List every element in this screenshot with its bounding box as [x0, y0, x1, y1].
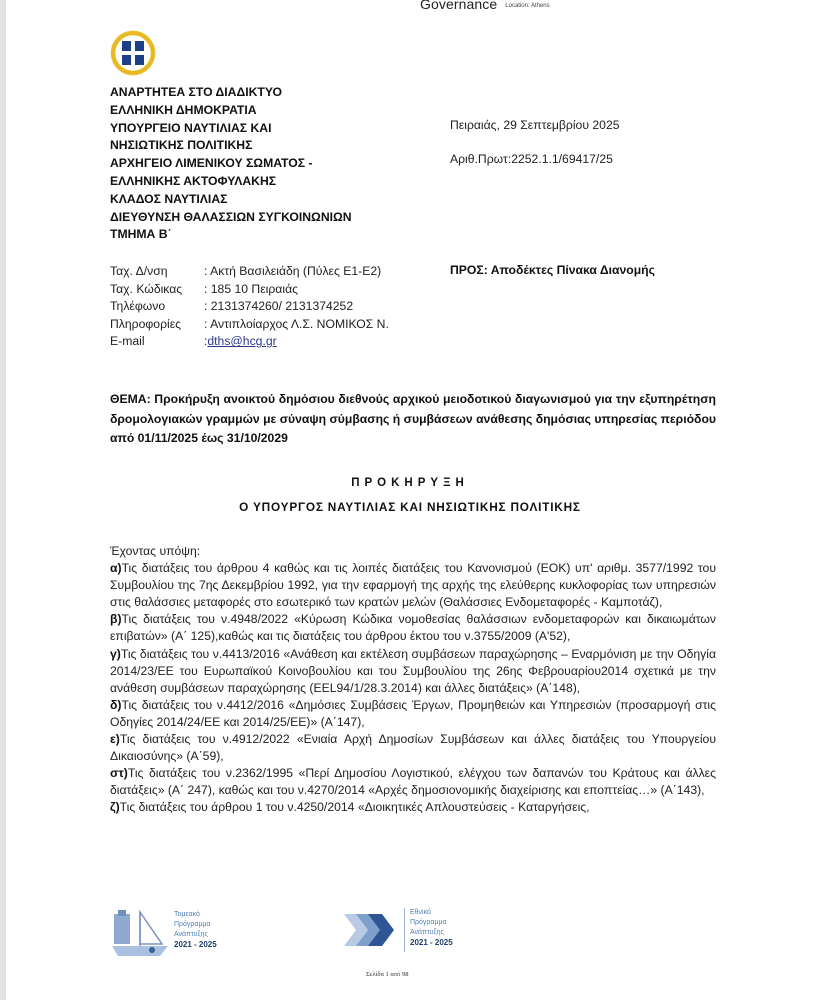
- sailboat-logo-icon: [110, 908, 170, 960]
- issuer-line: ΚΛΑΔΟΣ ΝΑΥΤΙΛΙΑΣ: [110, 191, 228, 206]
- body-item: [110, 697, 716, 731]
- logo-years: 2021 - 2025: [410, 938, 453, 947]
- email-prefix: :: [204, 334, 208, 349]
- issuer-block: [110, 84, 352, 244]
- subject: ΘΕΜΑ: Προκήρυξη ανοικτού δημόσιου διεθνούς αρχικού μειοδοτικού διαγωνισμού για την εξυπηρέτηση δρομολογιακών γραμμών με σύναψη σύμβασης ή συμβάσεων ανάθεσης δημόσιας υπηρεσίας περιόδου από 01/11/2025 έως 31/10/2029: [110, 392, 716, 445]
- issuer-line: ΑΝΑΡΤΗΤΕΑ ΣΤΟ ΔΙΑΔΙΚΤΥΟ: [110, 85, 282, 99]
- issuer-line: ΔΙΕΥΘΥΝΣΗ ΘΑΛΑΣΣΙΩΝ ΣΥΓΚΟΙΝΩΝΙΩΝ: [110, 209, 352, 224]
- item-marker: γ): [110, 646, 121, 661]
- email-link[interactable]: dths@hcg.gr: [207, 334, 277, 349]
- logo-text-line: Τομεακό: [174, 911, 200, 918]
- logo-years: 2021 - 2025: [174, 940, 217, 949]
- governance-label: Governance: [420, 0, 498, 12]
- issuer-line: ΝΗΣΙΩΤΙΚΗΣ ΠΟΛΙΤΙΚΗΣ: [110, 138, 253, 153]
- item-text: Τις διατάξεις του ν.2362/1995 «Περί Δημοσίου Λογιστικού, ελέγχου των δαπανών του Κράτους και άλλες διατάξεις» (Α΄ 247), καθώς και του ν.4270/2014 «Αρχές δημοσιονομικής διαχείρισης και εποπτείας…» (Α΄143),: [110, 766, 716, 798]
- contact-value: : Αντιπλοίαρχος Λ.Σ. ΝΟΜΙΚΟΣ Ν.: [204, 316, 389, 331]
- footer-logos: [110, 908, 590, 988]
- logo-text-line: Πρόγραμμα: [174, 921, 211, 928]
- item-text: Τις διατάξεις του ν.4948/2022 «Κύρωση Κώδικα νομοθεσίας θαλάσσιων ενδομεταφορών και δικαιωμάτων επιβατών» (Α΄ 125),καθώς και τις διατάξεις του άρθρου έκτου του ν.3755/2009 (Α'52),: [110, 612, 716, 644]
- protocol-number: Αριθ.Πρωτ:2252.1.1/69417/25: [450, 152, 613, 166]
- logo-text-line: Πρόγραμμα: [410, 919, 447, 926]
- item-text: Τις διατάξεις του ν.4413/2016 «Ανάθεση και εκτέλεση συμβάσεων παραχώρησης – Εναρμόνιση με την Οδηγία 2014/23/ΕΕ του Ευρωπαϊκού Κοινοβουλίου και του Συμβουλίου της 26ης Φεβρουαρίου2014 σχετικά με την ανάθεση συμβάσεων παραχώρησης (EEL94/1/28.3.2014) και άλλες διατάξεις» (Α΄148),: [110, 646, 716, 695]
- item-text: Τις διατάξεις του ν.4412/2016 «Δημόσιες Συμβάσεις Έργων, Προμηθειών και Υπηρεσιών (προσαρμογή στις Οδηγίες 2014/24/ΕΕ και 2014/25/ΕΕ)» (Α΄147),: [110, 697, 716, 729]
- item-marker: β): [110, 612, 122, 627]
- body-item: [110, 611, 716, 645]
- item-marker: ε): [110, 732, 120, 747]
- greek-coat-of-arms-icon: [110, 30, 156, 76]
- item-text: Τις διατάξεις του άρθρου 4 καθώς και τις λοιπές διατάξεις του Κανονισμού (ΕΟΚ) υπ' αριθμ. 3577/1992 του Συμβουλίου της 7ης Δεκεμβρίου 1992, για την εφαρμογή της αρχής της ελεύθερης κυκλοφορίας των υπηρεσιών στις θαλάσσιες μεταφορές στο εσωτερικό των κρατών μελών (Θαλάσσιες Ενδομεταφορές - Καμποτάζ),: [110, 561, 716, 610]
- place-date: Πειραιάς, 29 Σεπτεμβρίου 2025: [450, 118, 620, 132]
- email-label: E-mail: [110, 334, 145, 349]
- logo-text-line: Ανάπτυξης: [410, 929, 444, 936]
- top-header-strip: [420, 0, 550, 12]
- contact-block: [110, 263, 389, 351]
- contact-label: Ταχ. Κώδικας: [110, 281, 183, 296]
- document-meta: [450, 118, 620, 186]
- contact-label: Ταχ. Δ/νση: [110, 264, 168, 278]
- issuer-line: ΑΡΧΗΓΕΙΟ ΛΙΜΕΝΙΚΟΥ ΣΩΜΑΤΟΣ -: [110, 156, 313, 171]
- item-marker: δ): [110, 697, 122, 712]
- page-number: Σελίδα 1 από 98: [366, 971, 409, 978]
- sectoral-program-text: [174, 910, 217, 960]
- body-item: [110, 765, 716, 799]
- sectoral-program-logo: [110, 908, 217, 960]
- national-program-logo: [342, 908, 453, 952]
- body-item: [110, 731, 716, 765]
- contact-label: Τηλέφωνο: [110, 299, 166, 314]
- issuer-line: ΕΛΛΗΝΙΚΗΣ ΑΚΤΟΦΥΛΑΚΗΣ: [110, 173, 277, 188]
- document-title: ΠΡΟΚΗΡΥΞΗ: [351, 477, 469, 489]
- logo-text-line: Εθνικό: [410, 909, 431, 916]
- contact-row: [110, 263, 389, 281]
- recipient: ΠΡΟΣ: Αποδέκτες Πίνακα Διανομής: [450, 263, 655, 277]
- contact-row: [110, 316, 389, 334]
- logo-text-line: Ανάπτυξης: [174, 931, 208, 938]
- contact-value: : Ακτή Βασιλειάδη (Πύλες Ε1-Ε2): [204, 264, 382, 278]
- body-intro: Έχοντας υπόψη:: [110, 544, 201, 558]
- issuer-line: ΥΠΟΥΡΓΕΙΟ ΝΑΥΤΙΛΙΑΣ ΚΑΙ: [110, 120, 272, 135]
- contact-label: Πληροφορίες: [110, 316, 182, 331]
- issuer-line: ΤΜΗΜΑ Β΄: [110, 227, 172, 242]
- chevrons-logo-icon: [342, 908, 398, 952]
- body-item: [110, 560, 716, 611]
- item-text: Τις διατάξεις του ν.4912/2022 «Ενιαία Αρχή Δημοσίων Συμβάσεων και άλλες διατάξεις του Υπουργείου Δικαιοσύνης» (Α΄59),: [110, 732, 716, 764]
- item-marker: α): [110, 561, 122, 576]
- item-text: Τις διατάξεις του άρθρου 1 του ν.4250/2014 «Διοικητικές Απλουστεύσεις - Καταργήσεις,: [119, 800, 590, 815]
- national-program-text: [404, 908, 453, 952]
- contact-value: : 2131374260/ 2131374252: [204, 299, 354, 314]
- contact-value: : 185 10 Πειραιάς: [204, 281, 298, 296]
- issuer-line: ΕΛΛΗΝΙΚΗ ΔΗΜΟΚΡΑΤΙΑ: [110, 102, 257, 117]
- body-item: [110, 646, 716, 697]
- body-item: [110, 799, 716, 816]
- contact-row: [110, 281, 389, 299]
- minister-heading: Ο ΥΠΟΥΡΓΟΣ ΝΑΥΤΙΛΙΑΣ ΚΑΙ ΝΗΣΙΩΤΙΚΗΣ ΠΟΛΙΤΙΚΗΣ: [239, 500, 581, 514]
- item-marker: ζ): [110, 800, 120, 815]
- contact-row-email: [110, 333, 389, 351]
- document-body: [110, 543, 716, 817]
- location-label: Location: Athens: [505, 3, 550, 9]
- item-marker: στ): [110, 766, 128, 781]
- contact-row: [110, 298, 389, 316]
